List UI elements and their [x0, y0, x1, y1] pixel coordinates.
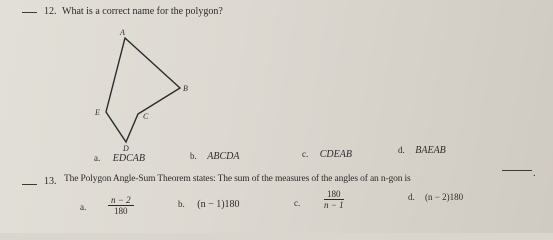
q13-choice-b-letter: b. [178, 199, 185, 209]
q12-choice-d[interactable] [398, 145, 446, 156]
q13-choice-c-numerator: 180 [324, 189, 344, 200]
vertex-label-c: C [143, 112, 149, 121]
answer-blank-13[interactable] [22, 184, 37, 185]
q12-choice-c[interactable] [302, 149, 352, 160]
q13-choice-a-fraction [108, 195, 134, 216]
q12-choice-d-text: BAEAB [415, 145, 446, 156]
question-12-number: 12. [44, 6, 57, 17]
q13-choice-d-letter: d. [408, 192, 415, 202]
q12-choice-d-letter: d. [398, 145, 405, 155]
polygon-shape [106, 38, 180, 142]
vertex-label-b: B [183, 84, 188, 93]
answer-blank-13-inline[interactable] [502, 170, 532, 171]
q13-choice-a[interactable] [80, 202, 86, 213]
q12-choice-a[interactable] [94, 153, 145, 164]
question-12-text: What is a correct name for the polygon? [62, 6, 223, 17]
q13-choice-b[interactable] [178, 199, 240, 210]
q13-choice-a-denominator: 180 [114, 206, 128, 216]
q13-choice-b-text: (n − 1)180 [197, 199, 240, 210]
question-13-text: The Polygon Angle-Sum Theorem states: The sum of the measures of the angles of an n-gon is [64, 174, 411, 184]
q12-choice-b-text: ABCDA [207, 151, 240, 162]
q13-choice-c[interactable] [294, 198, 300, 209]
question-13-number: 13. [44, 176, 57, 187]
q12-choice-b-letter: b. [190, 151, 197, 161]
q13-choice-c-fraction [324, 189, 344, 210]
q12-choice-c-letter: c. [302, 149, 309, 159]
q13-choice-c-letter: c. [294, 198, 301, 208]
answer-blank-12[interactable] [22, 12, 37, 13]
q13-choice-a-numerator: n − 2 [108, 195, 134, 206]
vertex-label-d: D [123, 144, 129, 153]
vertex-label-a: A [120, 28, 125, 37]
q13-choice-c-denominator: n − 1 [324, 200, 344, 210]
question-13-period: . [533, 168, 536, 179]
q12-choice-b[interactable] [190, 151, 239, 162]
q12-choice-c-text: CDEAB [319, 149, 352, 160]
vertex-label-e: E [95, 108, 100, 117]
q13-choice-d-text: (n − 2)180 [425, 192, 464, 202]
polygon-figure [88, 26, 198, 146]
q13-choice-d[interactable] [408, 192, 463, 202]
q12-choice-a-text: EDCAB [112, 153, 145, 164]
q12-choice-a-letter: a. [94, 153, 101, 163]
q13-choice-a-letter: a. [80, 202, 87, 212]
